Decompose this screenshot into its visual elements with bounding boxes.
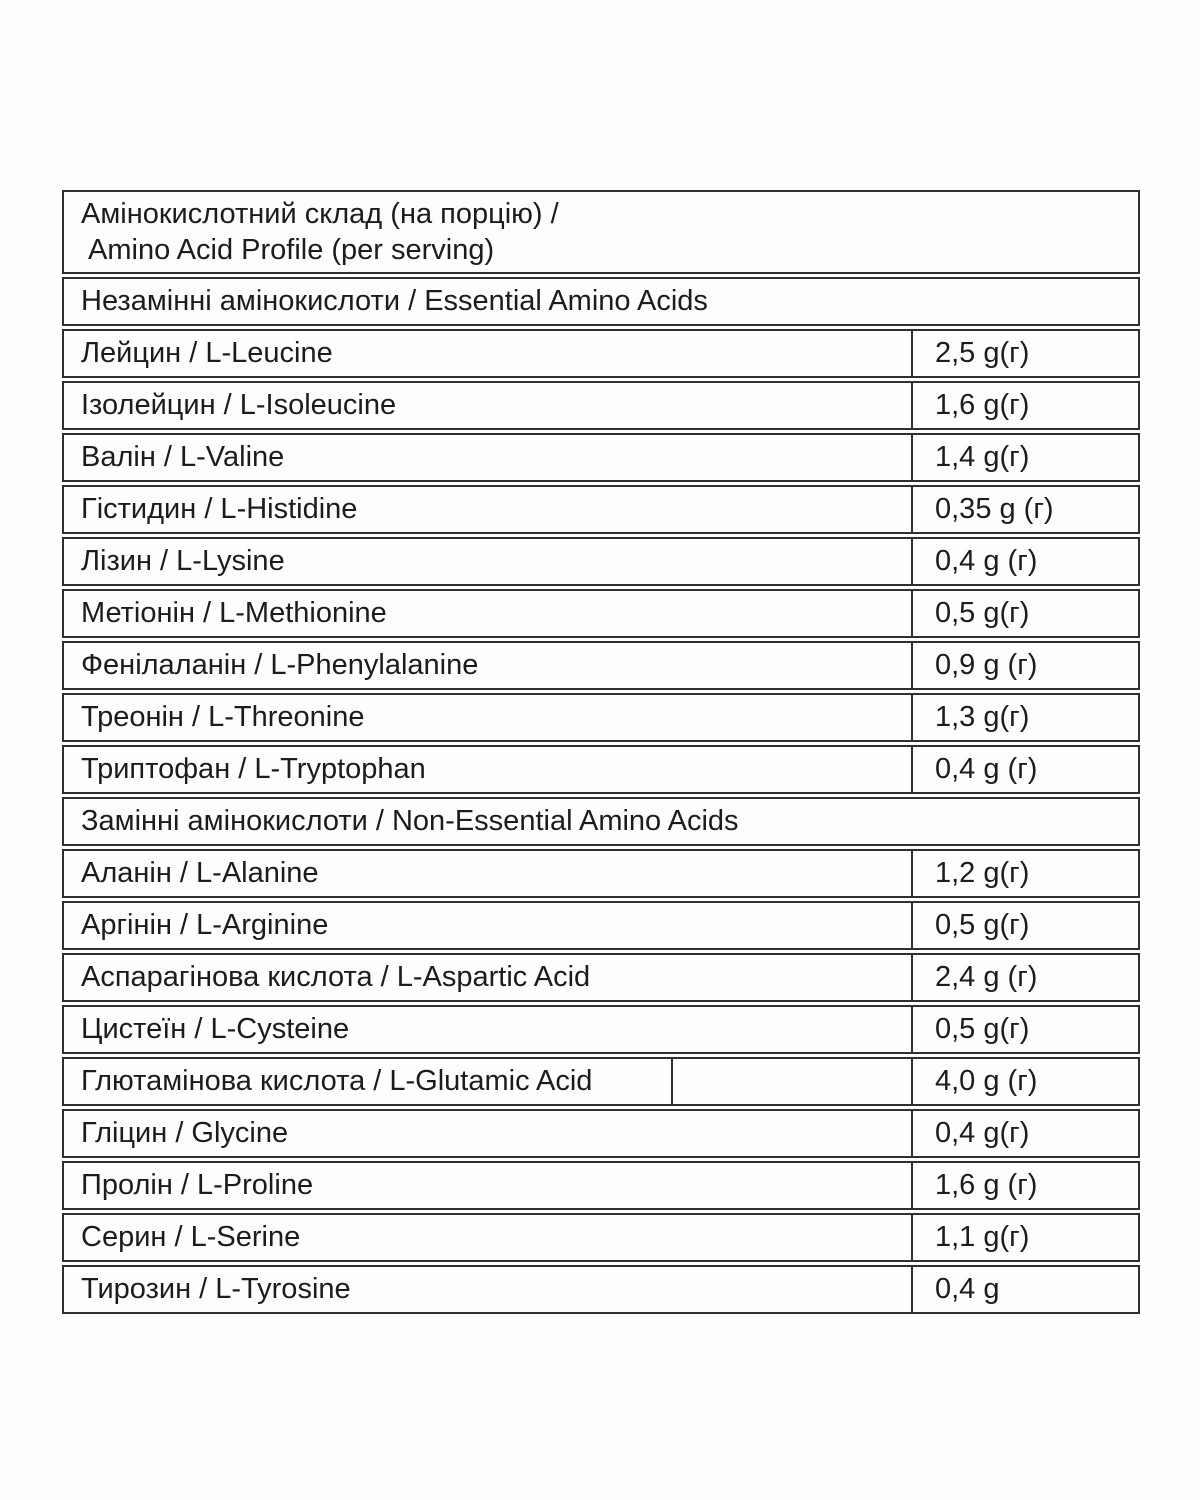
amino-name: Тирозин / L-Tyrosine (81, 1273, 351, 1305)
amino-value: 4,0 g (г) (911, 1059, 1138, 1104)
amino-name: Лізин / L-Lysine (81, 545, 285, 577)
amino-name: Аргінін / L-Arginine (81, 909, 329, 941)
amino-value: 1,3 g(г) (911, 695, 1138, 740)
amino-name: Гістидин / L-Histidine (81, 493, 358, 525)
amino-value: 0,4 g (г) (911, 539, 1138, 584)
empty-cell (671, 1059, 911, 1104)
amino-name: Гліцин / Glycine (81, 1117, 289, 1149)
table-title-row (62, 190, 1140, 274)
amino-name: Лейцин / L-Leucine (81, 337, 333, 369)
table-title-line2: Amino Acid Profile (per serving) (88, 234, 495, 266)
amino-name: Ізолейцин / L-Isoleucine (81, 389, 397, 421)
amino-value: 2,5 g(г) (911, 331, 1138, 376)
amino-name: Валін / L-Valine (81, 441, 285, 473)
table-row-isoleucine (62, 381, 1140, 430)
table-row-lysine (62, 537, 1140, 586)
amino-acid-profile-table (62, 190, 1140, 1314)
section-header-label: Замінні амінокислоти / Non-Essential Amino Acids (81, 805, 739, 837)
table-row-alanine (62, 849, 1140, 898)
amino-name: Аспарагінова кислота / L-Aspartic Acid (81, 961, 591, 993)
table-title-line1: Амінокислотний склад (на порцію) / (81, 198, 559, 230)
table-row-serine (62, 1213, 1140, 1262)
table-row-methionine (62, 589, 1140, 638)
table-row-glycine (62, 1109, 1140, 1158)
section-header-essential (62, 277, 1140, 326)
amino-value: 0,4 g (г) (911, 747, 1138, 792)
amino-value: 1,6 g (г) (911, 1163, 1138, 1208)
amino-value: 0,35 g (г) (911, 487, 1138, 532)
table-row-threonine (62, 693, 1140, 742)
section-header-label: Незамінні амінокислоти / Essential Amino Acids (81, 285, 708, 317)
table-row-glutamic-acid (62, 1057, 1140, 1106)
amino-value: 0,4 g(г) (911, 1111, 1138, 1156)
table-title-cell (64, 192, 1138, 272)
amino-name: Серин / L-Serine (81, 1221, 301, 1253)
amino-name: Треонін / L-Threonine (81, 701, 365, 733)
amino-name: Триптофан / L-Tryptophan (81, 753, 426, 785)
amino-value: 0,5 g(г) (911, 1007, 1138, 1052)
table-row-valine (62, 433, 1140, 482)
table-row-proline (62, 1161, 1140, 1210)
table-row-phenylalanine (62, 641, 1140, 690)
amino-value: 0,4 g (911, 1267, 1138, 1312)
amino-value: 1,2 g(г) (911, 851, 1138, 896)
table-row-tryptophan (62, 745, 1140, 794)
amino-value: 1,6 g(г) (911, 383, 1138, 428)
amino-value: 0,5 g(г) (911, 903, 1138, 948)
table-row-cysteine (62, 1005, 1140, 1054)
table-row-leucine (62, 329, 1140, 378)
table-row-tyrosine (62, 1265, 1140, 1314)
amino-value: 1,1 g(г) (911, 1215, 1138, 1260)
amino-name: Аланін / L-Alanine (81, 857, 319, 889)
amino-value: 0,9 g (г) (911, 643, 1138, 688)
amino-value: 1,4 g(г) (911, 435, 1138, 480)
amino-name: Метіонін / L-Methionine (81, 597, 387, 629)
table-row-arginine (62, 901, 1140, 950)
amino-name: Глютамінова кислота / L-Glutamic Acid (81, 1065, 593, 1097)
table-row-aspartic-acid (62, 953, 1140, 1002)
amino-name: Фенілаланін / L-Phenylalanine (81, 649, 479, 681)
amino-value: 0,5 g(г) (911, 591, 1138, 636)
amino-name: Цистеїн / L-Cysteine (81, 1013, 350, 1045)
section-header-non-essential (62, 797, 1140, 846)
amino-name: Пролін / L-Proline (81, 1169, 314, 1201)
table-row-histidine (62, 485, 1140, 534)
amino-value: 2,4 g (г) (911, 955, 1138, 1000)
